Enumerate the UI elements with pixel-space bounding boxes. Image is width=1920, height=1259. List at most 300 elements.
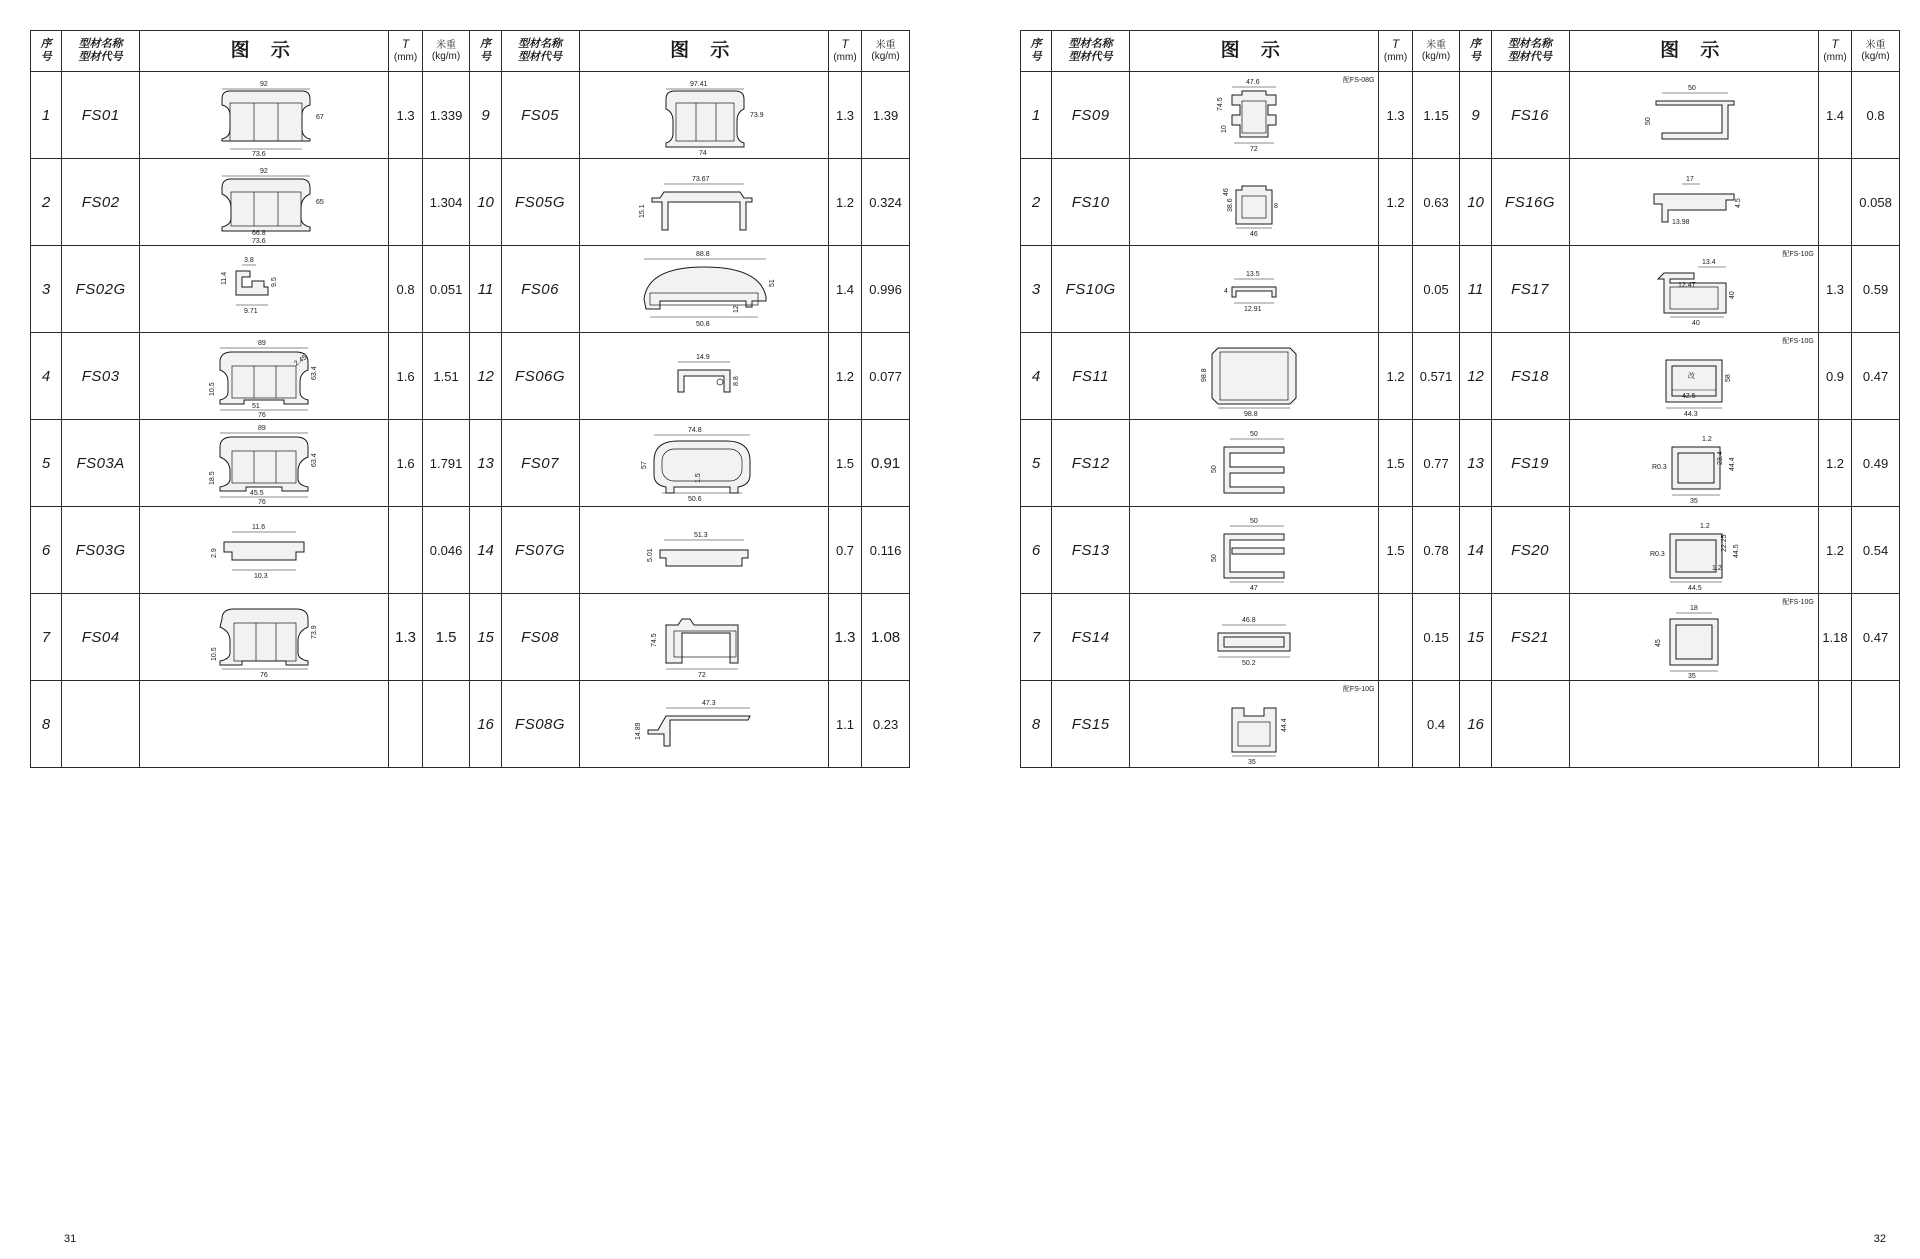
row-code: FS09 bbox=[1052, 72, 1130, 159]
header-thickness-2: T (mm) bbox=[1818, 31, 1851, 72]
table-row bbox=[31, 72, 910, 159]
table-row bbox=[31, 681, 910, 768]
table-row bbox=[31, 333, 910, 420]
row-thickness bbox=[1379, 681, 1412, 768]
header-weight: 米重 (kg/m) bbox=[1412, 31, 1460, 72]
profile-drawing-fs07g bbox=[604, 508, 804, 592]
table-row bbox=[1021, 333, 1900, 420]
svg-text:8.8: 8.8 bbox=[732, 376, 740, 386]
svg-text:89: 89 bbox=[258, 340, 267, 347]
svg-text:57: 57 bbox=[640, 461, 648, 469]
svg-text:98.8: 98.8 bbox=[1201, 368, 1209, 382]
row-no: 3 bbox=[1021, 246, 1052, 333]
row-figure bbox=[140, 594, 389, 681]
svg-text:14.89: 14.89 bbox=[634, 722, 642, 740]
row-weight: 0.4 bbox=[1412, 681, 1460, 768]
svg-text:14.9: 14.9 bbox=[695, 354, 710, 361]
table-row bbox=[1021, 246, 1900, 333]
profile-drawing-fs07 bbox=[604, 421, 804, 505]
row-weight: 0.05 bbox=[1412, 246, 1460, 333]
row-thickness: 1.3 bbox=[389, 594, 422, 681]
svg-text:2.9: 2.9 bbox=[211, 548, 219, 558]
row-figure bbox=[140, 681, 389, 768]
row-no: 9 bbox=[470, 72, 501, 159]
svg-text:22.25: 22.25 bbox=[1720, 534, 1728, 552]
row-weight: 1.08 bbox=[862, 594, 910, 681]
row-weight: 0.23 bbox=[862, 681, 910, 768]
row-thickness bbox=[1379, 594, 1412, 681]
row-weight: 0.8 bbox=[1852, 72, 1900, 159]
row-code bbox=[62, 681, 140, 768]
svg-text:45: 45 bbox=[1654, 639, 1662, 647]
svg-text:50: 50 bbox=[1211, 554, 1219, 562]
row-code: FS19 bbox=[1491, 420, 1569, 507]
row-weight: 0.59 bbox=[1852, 246, 1900, 333]
svg-text:10.3: 10.3 bbox=[254, 573, 268, 580]
fit-note: 配FS-10G bbox=[1782, 338, 1814, 345]
row-no: 1 bbox=[31, 72, 62, 159]
row-figure bbox=[1569, 507, 1818, 594]
header-no: 序 号 bbox=[31, 31, 62, 72]
table-row bbox=[31, 420, 910, 507]
table-row bbox=[1021, 420, 1900, 507]
row-code: FS08G bbox=[501, 681, 579, 768]
svg-text:R0.3: R0.3 bbox=[1649, 551, 1665, 558]
svg-text:11.4: 11.4 bbox=[221, 271, 229, 285]
profile-drawing-fs02g bbox=[164, 247, 364, 331]
row-figure bbox=[1569, 333, 1818, 420]
row-weight: 0.046 bbox=[422, 507, 470, 594]
row-code: FS05 bbox=[501, 72, 579, 159]
row-no: 6 bbox=[31, 507, 62, 594]
profile-drawing-fs01 bbox=[164, 73, 364, 157]
profile-drawing-fs12 bbox=[1154, 421, 1354, 505]
row-code: FS10G bbox=[1052, 246, 1130, 333]
row-figure bbox=[1130, 420, 1379, 507]
row-code: FS06G bbox=[501, 333, 579, 420]
svg-text:9.71: 9.71 bbox=[244, 308, 258, 315]
svg-text:58: 58 bbox=[1724, 374, 1732, 382]
svg-text:76: 76 bbox=[258, 412, 267, 418]
row-no: 7 bbox=[31, 594, 62, 681]
row-code: FS06 bbox=[501, 246, 579, 333]
svg-text:10: 10 bbox=[1221, 125, 1229, 133]
header-figure: 图 示 bbox=[140, 31, 389, 72]
row-thickness: 1.4 bbox=[1818, 72, 1851, 159]
row-weight: 1.39 bbox=[862, 72, 910, 159]
row-code: FS03G bbox=[62, 507, 140, 594]
row-no: 5 bbox=[31, 420, 62, 507]
svg-text:76: 76 bbox=[258, 499, 267, 505]
svg-text:23.4: 23.4 bbox=[1716, 451, 1724, 465]
row-figure bbox=[140, 420, 389, 507]
row-code: FS07G bbox=[501, 507, 579, 594]
svg-text:44.4: 44.4 bbox=[1281, 718, 1289, 732]
svg-text:R0.3: R0.3 bbox=[1651, 464, 1667, 471]
svg-text:45.5: 45.5 bbox=[250, 490, 264, 497]
row-figure bbox=[1569, 159, 1818, 246]
profile-drawing-fs16 bbox=[1594, 73, 1794, 157]
row-no: 4 bbox=[1021, 333, 1052, 420]
svg-text:92: 92 bbox=[260, 81, 269, 88]
svg-text:1.2: 1.2 bbox=[1711, 565, 1722, 572]
row-thickness: 1.1 bbox=[828, 681, 861, 768]
row-figure bbox=[1569, 72, 1818, 159]
header-weight-2: 米重 (kg/m) bbox=[1852, 31, 1900, 72]
row-no: 14 bbox=[1460, 507, 1491, 594]
row-thickness bbox=[1818, 159, 1851, 246]
svg-text:44.5: 44.5 bbox=[1687, 585, 1702, 592]
row-weight: 0.49 bbox=[1852, 420, 1900, 507]
svg-text:74: 74 bbox=[698, 150, 707, 157]
svg-text:74.5: 74.5 bbox=[1217, 97, 1225, 111]
row-code: FS18 bbox=[1491, 333, 1569, 420]
row-weight: 0.47 bbox=[1852, 594, 1900, 681]
row-code: FS02 bbox=[62, 159, 140, 246]
row-figure bbox=[140, 159, 389, 246]
row-figure bbox=[579, 159, 828, 246]
row-weight bbox=[422, 681, 470, 768]
row-weight: 0.058 bbox=[1852, 159, 1900, 246]
row-no: 4 bbox=[31, 333, 62, 420]
svg-text:72: 72 bbox=[697, 672, 706, 679]
row-weight: 1.51 bbox=[422, 333, 470, 420]
row-weight: 0.77 bbox=[1412, 420, 1460, 507]
svg-text:10.5: 10.5 bbox=[211, 647, 219, 661]
row-no: 11 bbox=[1460, 246, 1491, 333]
svg-text:50.6: 50.6 bbox=[687, 496, 702, 503]
svg-text:73.6: 73.6 bbox=[252, 151, 266, 157]
row-figure bbox=[579, 681, 828, 768]
row-thickness: 1.2 bbox=[1818, 507, 1851, 594]
profile-drawing-fs17 bbox=[1594, 247, 1794, 331]
header-weight: 米重 (kg/m) bbox=[422, 31, 470, 72]
row-weight: 0.324 bbox=[862, 159, 910, 246]
page-number: 31 bbox=[64, 1233, 77, 1245]
table-row bbox=[31, 594, 910, 681]
svg-text:63.4: 63.4 bbox=[311, 453, 319, 467]
row-figure bbox=[140, 507, 389, 594]
row-code: FS03 bbox=[62, 333, 140, 420]
row-thickness bbox=[389, 681, 422, 768]
profile-drawing-fs10 bbox=[1154, 160, 1354, 244]
svg-text:98.8: 98.8 bbox=[1244, 411, 1258, 418]
fit-note: 配FS-08G bbox=[1342, 77, 1375, 84]
catalog-page-right bbox=[1020, 0, 1920, 1259]
svg-text:46: 46 bbox=[1250, 231, 1259, 238]
header-thickness-2: T (mm) bbox=[828, 31, 861, 72]
svg-text:18: 18 bbox=[1689, 605, 1698, 612]
row-no: 8 bbox=[31, 681, 62, 768]
header-no-2: 序 号 bbox=[1460, 31, 1491, 72]
header-weight-2: 米重 (kg/m) bbox=[862, 31, 910, 72]
row-code: FS16 bbox=[1491, 72, 1569, 159]
profile-drawing-fs11 bbox=[1154, 334, 1354, 418]
header-name-2: 型材名称 型材代号 bbox=[501, 31, 579, 72]
svg-text:47.6: 47.6 bbox=[1246, 79, 1260, 86]
svg-text:89: 89 bbox=[258, 425, 267, 432]
row-weight: 0.63 bbox=[1412, 159, 1460, 246]
row-thickness: 1.3 bbox=[389, 72, 422, 159]
svg-text:1.2: 1.2 bbox=[1701, 436, 1712, 443]
row-no: 10 bbox=[470, 159, 501, 246]
svg-text:51: 51 bbox=[252, 403, 261, 410]
svg-text:38.6: 38.6 bbox=[1227, 198, 1235, 212]
svg-text:76: 76 bbox=[260, 672, 269, 679]
header-name: 型材名称 型材代号 bbox=[62, 31, 140, 72]
row-thickness: 1.2 bbox=[1818, 420, 1851, 507]
table-row bbox=[1021, 507, 1900, 594]
svg-text:66.8: 66.8 bbox=[252, 230, 266, 237]
svg-text:13.4: 13.4 bbox=[1701, 259, 1716, 266]
svg-text:73.6: 73.6 bbox=[252, 238, 266, 244]
row-thickness: 0.8 bbox=[389, 246, 422, 333]
svg-text:47: 47 bbox=[1250, 585, 1259, 592]
row-code: FS17 bbox=[1491, 246, 1569, 333]
profile-drawing-fs10g bbox=[1154, 247, 1354, 331]
row-weight: 0.571 bbox=[1412, 333, 1460, 420]
row-thickness: 1.6 bbox=[389, 420, 422, 507]
row-code: FS07 bbox=[501, 420, 579, 507]
row-figure bbox=[1130, 333, 1379, 420]
row-thickness: 1.5 bbox=[828, 420, 861, 507]
svg-text:92: 92 bbox=[260, 168, 269, 175]
row-thickness: 1.2 bbox=[828, 159, 861, 246]
svg-text:4.5: 4.5 bbox=[1734, 198, 1742, 208]
profile-drawing-fs03a bbox=[164, 421, 364, 505]
header-name: 型材名称 型材代号 bbox=[1052, 31, 1130, 72]
row-no: 11 bbox=[470, 246, 501, 333]
svg-text:13.5: 13.5 bbox=[1246, 271, 1260, 278]
row-figure bbox=[1130, 507, 1379, 594]
row-no: 13 bbox=[1460, 420, 1491, 507]
svg-text:73.67: 73.67 bbox=[691, 176, 710, 183]
profile-drawing-fs09 bbox=[1154, 73, 1354, 157]
profile-drawing-fs02 bbox=[164, 160, 364, 244]
row-figure bbox=[140, 72, 389, 159]
row-thickness: 0.7 bbox=[828, 507, 861, 594]
row-thickness: 1.3 bbox=[1818, 246, 1851, 333]
row-code: FS01 bbox=[62, 72, 140, 159]
row-weight: 0.996 bbox=[862, 246, 910, 333]
svg-text:5.01: 5.01 bbox=[646, 548, 654, 562]
row-figure bbox=[579, 333, 828, 420]
table-header-row bbox=[31, 31, 910, 72]
svg-text:65: 65 bbox=[316, 199, 325, 206]
row-figure bbox=[1569, 246, 1818, 333]
svg-text:74.5: 74.5 bbox=[650, 633, 658, 647]
table-row bbox=[31, 246, 910, 333]
row-no: 16 bbox=[470, 681, 501, 768]
svg-text:40: 40 bbox=[1728, 291, 1736, 299]
row-thickness: 1.3 bbox=[828, 72, 861, 159]
svg-text:35: 35 bbox=[1689, 498, 1698, 505]
svg-text:18.5: 18.5 bbox=[209, 471, 217, 485]
row-code bbox=[1491, 681, 1569, 768]
table-row bbox=[1021, 159, 1900, 246]
svg-text:15.1: 15.1 bbox=[638, 204, 646, 218]
row-weight: 1.791 bbox=[422, 420, 470, 507]
row-figure bbox=[1130, 72, 1379, 159]
svg-text:12.47: 12.47 bbox=[1677, 282, 1696, 289]
row-weight: 0.54 bbox=[1852, 507, 1900, 594]
header-name-2: 型材名称 型材代号 bbox=[1491, 31, 1569, 72]
row-weight: 0.91 bbox=[862, 420, 910, 507]
profile-drawing-fs15 bbox=[1154, 682, 1354, 766]
row-no: 8 bbox=[1021, 681, 1052, 768]
svg-text:50.2: 50.2 bbox=[1242, 660, 1256, 667]
row-weight: 1.5 bbox=[422, 594, 470, 681]
table-row bbox=[31, 507, 910, 594]
table-row bbox=[1021, 594, 1900, 681]
row-no: 2 bbox=[1021, 159, 1052, 246]
profile-drawing-fs03 bbox=[164, 334, 364, 418]
fit-note: 配FS-10G bbox=[1782, 251, 1814, 258]
row-figure bbox=[1130, 681, 1379, 768]
row-figure bbox=[1130, 159, 1379, 246]
row-thickness bbox=[389, 159, 422, 246]
svg-text:44.4: 44.4 bbox=[1728, 457, 1736, 471]
row-no: 15 bbox=[1460, 594, 1491, 681]
row-thickness: 1.4 bbox=[828, 246, 861, 333]
row-weight: 1.339 bbox=[422, 72, 470, 159]
svg-text:51: 51 bbox=[768, 279, 776, 287]
row-code: FS15 bbox=[1052, 681, 1130, 768]
page-number: 32 bbox=[1873, 1233, 1886, 1245]
row-no: 5 bbox=[1021, 420, 1052, 507]
svg-text:46.8: 46.8 bbox=[1242, 617, 1256, 624]
header-thickness: T (mm) bbox=[1379, 31, 1412, 72]
header-no-2: 序 号 bbox=[470, 31, 501, 72]
svg-text:50.8: 50.8 bbox=[695, 321, 710, 328]
row-thickness: 1.2 bbox=[1379, 159, 1412, 246]
svg-text:50: 50 bbox=[1250, 431, 1259, 438]
row-figure bbox=[579, 507, 828, 594]
row-code: FS11 bbox=[1052, 333, 1130, 420]
row-code: FS20 bbox=[1491, 507, 1569, 594]
svg-text:17: 17 bbox=[1685, 176, 1694, 183]
svg-text:50: 50 bbox=[1211, 465, 1219, 473]
table-row bbox=[31, 159, 910, 246]
row-figure bbox=[1130, 246, 1379, 333]
row-no: 3 bbox=[31, 246, 62, 333]
row-figure bbox=[579, 72, 828, 159]
row-thickness: 1.3 bbox=[828, 594, 861, 681]
row-no: 13 bbox=[470, 420, 501, 507]
row-code: FS12 bbox=[1052, 420, 1130, 507]
table-header-row bbox=[1021, 31, 1900, 72]
svg-text:10.5: 10.5 bbox=[209, 382, 217, 396]
row-figure bbox=[1569, 594, 1818, 681]
header-thickness: T (mm) bbox=[389, 31, 422, 72]
row-no: 10 bbox=[1460, 159, 1491, 246]
svg-text:12: 12 bbox=[732, 305, 740, 313]
profile-drawing-fs14 bbox=[1154, 595, 1354, 679]
row-no: 14 bbox=[470, 507, 501, 594]
row-no: 7 bbox=[1021, 594, 1052, 681]
svg-text:72: 72 bbox=[1250, 146, 1259, 153]
fit-note: 配FS-10G bbox=[1782, 599, 1814, 606]
profile-drawing-fs21 bbox=[1594, 595, 1794, 679]
svg-text:50: 50 bbox=[1250, 518, 1259, 525]
profile-drawing-fs08g bbox=[604, 682, 804, 766]
row-thickness: 1.3 bbox=[1379, 72, 1412, 159]
header-figure-2: 图 示 bbox=[1569, 31, 1818, 72]
row-weight: 0.077 bbox=[862, 333, 910, 420]
svg-text:73.9: 73.9 bbox=[311, 625, 319, 639]
svg-text:47.3: 47.3 bbox=[701, 700, 716, 707]
profile-drawing-fs19 bbox=[1594, 421, 1794, 505]
svg-text:35: 35 bbox=[1687, 673, 1696, 679]
row-weight: 1.304 bbox=[422, 159, 470, 246]
svg-text:8: 8 bbox=[1274, 203, 1279, 210]
header-figure-2: 图 示 bbox=[579, 31, 828, 72]
row-code: FS16G bbox=[1491, 159, 1569, 246]
table-row bbox=[1021, 681, 1900, 768]
row-figure bbox=[1130, 594, 1379, 681]
row-no: 12 bbox=[1460, 333, 1491, 420]
header-no: 序 号 bbox=[1021, 31, 1052, 72]
row-code: FS10 bbox=[1052, 159, 1130, 246]
row-thickness: 1.2 bbox=[828, 333, 861, 420]
row-weight: 0.47 bbox=[1852, 333, 1900, 420]
svg-text:88.8: 88.8 bbox=[695, 251, 710, 258]
svg-text:11.6: 11.6 bbox=[252, 524, 266, 531]
row-figure bbox=[140, 333, 389, 420]
svg-text:12.91: 12.91 bbox=[1244, 306, 1262, 313]
row-weight: 0.78 bbox=[1412, 507, 1460, 594]
row-thickness: 1.2 bbox=[1379, 333, 1412, 420]
profile-drawing-fs08 bbox=[604, 595, 804, 679]
row-no: 12 bbox=[470, 333, 501, 420]
row-thickness bbox=[1818, 681, 1851, 768]
fit-note: 配FS-10G bbox=[1342, 686, 1375, 693]
table-row bbox=[1021, 72, 1900, 159]
catalog-page-left bbox=[30, 0, 930, 1259]
row-figure bbox=[579, 594, 828, 681]
row-code: FS02G bbox=[62, 246, 140, 333]
row-code: FS05G bbox=[501, 159, 579, 246]
row-no: 6 bbox=[1021, 507, 1052, 594]
svg-text:42.5: 42.5 bbox=[1681, 393, 1696, 400]
svg-text:35: 35 bbox=[1248, 759, 1257, 766]
svg-text:63.4: 63.4 bbox=[311, 366, 319, 380]
row-thickness: 1.6 bbox=[389, 333, 422, 420]
row-weight: 0.051 bbox=[422, 246, 470, 333]
svg-text:74.8: 74.8 bbox=[687, 427, 702, 434]
profile-table-right bbox=[1020, 30, 1900, 768]
svg-text:44.3: 44.3 bbox=[1683, 411, 1698, 418]
row-code: FS21 bbox=[1491, 594, 1569, 681]
row-thickness: 0.9 bbox=[1818, 333, 1851, 420]
row-thickness bbox=[1379, 246, 1412, 333]
svg-text:改: 改 bbox=[1687, 373, 1695, 380]
svg-text:13.98: 13.98 bbox=[1671, 219, 1690, 226]
row-figure bbox=[1569, 681, 1818, 768]
row-thickness: 1.18 bbox=[1818, 594, 1851, 681]
row-weight: 0.116 bbox=[862, 507, 910, 594]
svg-text:4: 4 bbox=[1224, 288, 1229, 295]
svg-text:50: 50 bbox=[1687, 85, 1696, 92]
svg-text:1.5: 1.5 bbox=[694, 473, 702, 483]
profile-drawing-fs03g bbox=[164, 508, 364, 592]
row-thickness: 1.5 bbox=[1379, 507, 1412, 594]
profile-drawing-fs16g bbox=[1594, 160, 1794, 244]
row-no: 16 bbox=[1460, 681, 1491, 768]
svg-text:3.8: 3.8 bbox=[244, 257, 254, 264]
row-no: 15 bbox=[470, 594, 501, 681]
row-figure bbox=[579, 420, 828, 507]
